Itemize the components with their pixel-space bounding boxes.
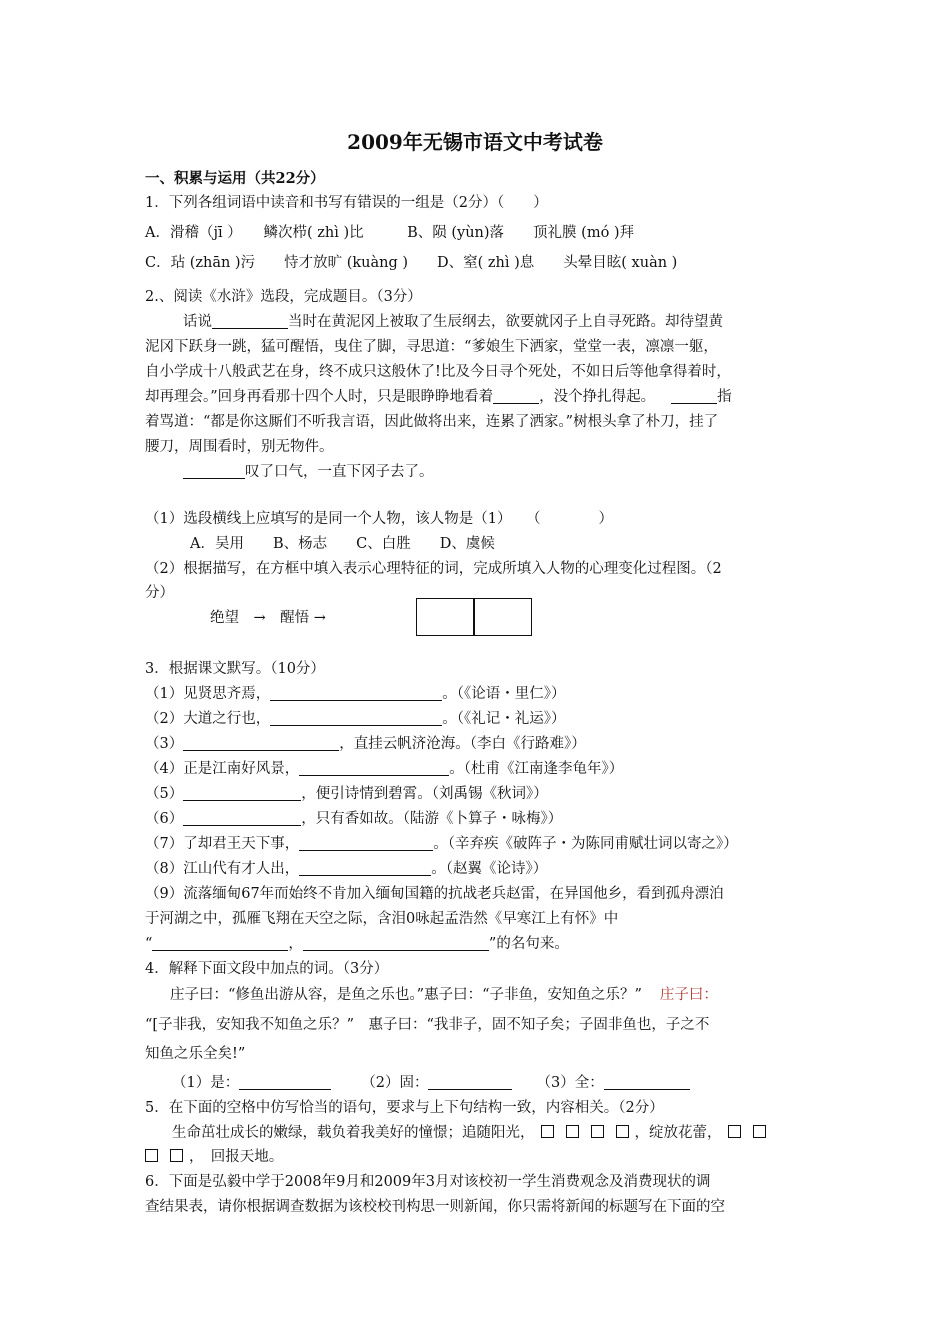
q3-line <box>145 783 548 805</box>
q2-sub2: （2）根据描写，在方框中填入表示心理特征的词，完成所填入人物的心理变化过程图。（2 <box>145 561 722 577</box>
q3-text: （2）大道之行也， <box>145 711 271 727</box>
box-divider <box>473 599 475 635</box>
flow-labels: 绝望 → 醒悟 → <box>210 610 326 626</box>
q3-line <box>145 808 562 830</box>
q2-passage-text: 当时在黄泥冈上被取了生辰纲去，欲要就冈子上自寻死路。却待望黄 <box>288 314 723 330</box>
answer-blank[interactable] <box>183 784 301 801</box>
q3-text: （3） <box>145 736 184 752</box>
q2-passage-line: 泥冈下跃身一跳，猛可醒悟，曳住了脚，寻思道：“爹娘生下洒家，堂堂一表，凛凛一躯， <box>145 339 718 355</box>
q1-stem: 1．下列各组词语中读音和书写有错误的一组是（2分）（ ） <box>145 195 548 211</box>
answer-blank[interactable] <box>270 684 442 701</box>
q4-passage-line <box>170 984 718 1006</box>
q2-sub1-options: A．吴用 B、杨志 C、白胜 D、虞候 <box>190 536 495 552</box>
q2-passage-text: 指 <box>717 389 732 405</box>
q3-text: 。（《论语・里仁》） <box>442 686 566 702</box>
q3-text: 。（《礼记・礼运》） <box>442 711 566 727</box>
answer-blank[interactable] <box>493 387 539 404</box>
answer-blank[interactable] <box>183 809 301 826</box>
q3-text: ，便引诗情到碧霄。（刘禹锡《秋词》） <box>301 786 548 802</box>
q5-stem: 5．在下面的空格中仿写恰当的语句，要求与上下句结构一致，内容相关。（2分） <box>145 1100 664 1116</box>
fill-square[interactable] <box>170 1149 183 1162</box>
q3-text: ”的名句来。 <box>488 936 569 952</box>
answer-blank[interactable] <box>428 1073 512 1090</box>
fill-square[interactable] <box>753 1125 766 1138</box>
q3-line <box>145 708 565 730</box>
q3-text: ，只有香如故。（陆游《卜算子・咏梅》） <box>301 811 563 827</box>
q3-line: （9）流落缅甸67年而始终不肯加入缅甸国籍的抗战老兵赵雷，在异国他乡，看到孤舟漂泊 <box>145 886 724 902</box>
fill-square[interactable] <box>541 1125 554 1138</box>
q2-passage-text: ，没个挣扎得起。 <box>539 389 656 405</box>
q3-text: “ <box>145 936 153 952</box>
answer-blank[interactable] <box>303 934 489 951</box>
answer-blank[interactable] <box>239 1073 331 1090</box>
q3-text: （7）了却君王天下事， <box>145 836 300 852</box>
q2-passage-text: 话说 <box>183 314 212 330</box>
q6-line: 查结果表，请你根据调查数据为该校校刊构思一则新闻，你只需将新闻的标题写在下面的空 <box>145 1199 725 1215</box>
fill-square[interactable] <box>566 1125 579 1138</box>
q4-text-highlight: 庄子曰： <box>659 987 718 1003</box>
q3-line <box>145 833 738 855</box>
q2-sub2: 分） <box>145 585 174 601</box>
q2-stem: 2.、阅读《水浒》选段，完成题目。（3分） <box>145 289 422 305</box>
answer-blank[interactable] <box>183 462 245 479</box>
q3-text: 。（赵翼《论诗》） <box>431 861 548 877</box>
q4-stem: 4．解释下面文段中加点的词。（3分） <box>145 961 389 977</box>
answer-blank[interactable] <box>671 387 717 404</box>
answer-blank[interactable] <box>152 934 288 951</box>
answer-blank[interactable] <box>270 709 442 726</box>
q2-passage-line <box>183 461 434 483</box>
q2-passage-line <box>145 386 732 408</box>
q2-passage-text: 叹了口气，一直下冈子去了。 <box>245 464 434 480</box>
answer-blank[interactable] <box>299 759 449 776</box>
answer-blank[interactable] <box>299 859 431 876</box>
answer-blank[interactable] <box>604 1073 690 1090</box>
q2-passage-text: 却再理会。”回身再看那十四个人时，只是眼睁睁地看着 <box>145 389 494 405</box>
answer-blank[interactable] <box>212 312 288 329</box>
q3-text: 。（杜甫《江南逢李龟年》） <box>449 761 624 777</box>
q6-line: 6．下面是弘毅中学于2008年9月和2009年3月对该校初一学生消费观念及消费现状的调 <box>145 1174 711 1190</box>
q4-passage-line: “[子非我，安知我不知鱼之乐？” 惠子曰：“我非子，固不知子矣；子固非鱼也，子之不 <box>145 1017 710 1033</box>
q5-text: 生命茁壮成长的嫩绿，载负着我美好的憧憬；追随阳光， <box>172 1125 535 1141</box>
q3-line <box>145 683 565 705</box>
q2-passage-line: 着骂道：“都是你这厮们不听我言语，因此做将出来，连累了洒家。”树根头拿了朴刀，挂了 <box>145 414 719 430</box>
q2-passage-line: 自小学成十八般武艺在身，终不成只这般休了!比及今日寻个死处，不如日后等他拿得着时， <box>145 364 731 380</box>
q3-text: ，直挂云帆济沧海。（李白《行路难》） <box>339 736 586 752</box>
fill-square[interactable] <box>616 1125 629 1138</box>
q4-answer-label: （2）固： <box>361 1075 429 1091</box>
q1-options-c: C．玷 (zhān )污 恃才放旷 (kuàng ) D、窒( zhì )息 头晕目眩( xuàn ) <box>145 255 678 271</box>
q4-answer-label: （3）全： <box>536 1075 604 1091</box>
page-title: 2009年无锡市语文中考试卷 <box>347 130 603 154</box>
q5-text: ，绽放花蕾， <box>634 1125 722 1141</box>
q3-line: 于河湖之中，孤雁飞翔在天空之际，含泪0咏起孟浩然《早寒江上有怀》中 <box>145 911 619 927</box>
q3-line <box>145 933 569 955</box>
q3-text: 。（辛弃疾《破阵子・为陈同甫赋壮词以寄之》） <box>433 836 738 852</box>
q4-passage-line: 知鱼之乐全矣!” <box>145 1046 246 1062</box>
q2-passage-line <box>183 311 723 333</box>
q5-line <box>172 1122 772 1144</box>
q5-line <box>145 1146 283 1168</box>
answer-blank[interactable] <box>299 834 433 851</box>
q3-text: ， <box>288 936 303 952</box>
q3-stem: 3．根据课文默写。（10分） <box>145 661 325 677</box>
answer-box[interactable] <box>416 598 532 636</box>
q3-text: （5） <box>145 786 184 802</box>
q3-text: （4）正是江南好风景， <box>145 761 300 777</box>
q3-line <box>145 858 547 880</box>
fill-square[interactable] <box>145 1149 158 1162</box>
fill-square[interactable] <box>591 1125 604 1138</box>
q4-text: 庄子曰：“修鱼出游从容，是鱼之乐也。”惠子曰：“子非鱼，安知鱼之乐？” <box>170 987 642 1003</box>
q3-line <box>145 733 586 755</box>
q2-passage-line: 腰刀，周围看时，别无物件。 <box>145 439 334 455</box>
q3-text: （6） <box>145 811 184 827</box>
q3-text: （8）江山代有才人出， <box>145 861 300 877</box>
fill-square[interactable] <box>728 1125 741 1138</box>
q3-text: （1）见贤思齐焉， <box>145 686 271 702</box>
q2-sub1: （1）选段横线上应填写的是同一个人物，该人物是（1） （ ） <box>145 511 613 527</box>
answer-blank[interactable] <box>183 734 339 751</box>
q5-text: ， 回报天地。 <box>189 1149 284 1165</box>
section-heading: 一、积累与运用（共22分） <box>145 170 325 187</box>
q4-answers <box>172 1072 690 1094</box>
q3-line <box>145 758 623 780</box>
q4-answer-label: （1）是： <box>172 1075 240 1091</box>
q1-options-a: A．滑稽（jī ） 鳞次栉( zhì )比 B、陨 (yùn)落 顶礼膜 (mó )拜 <box>145 225 635 241</box>
